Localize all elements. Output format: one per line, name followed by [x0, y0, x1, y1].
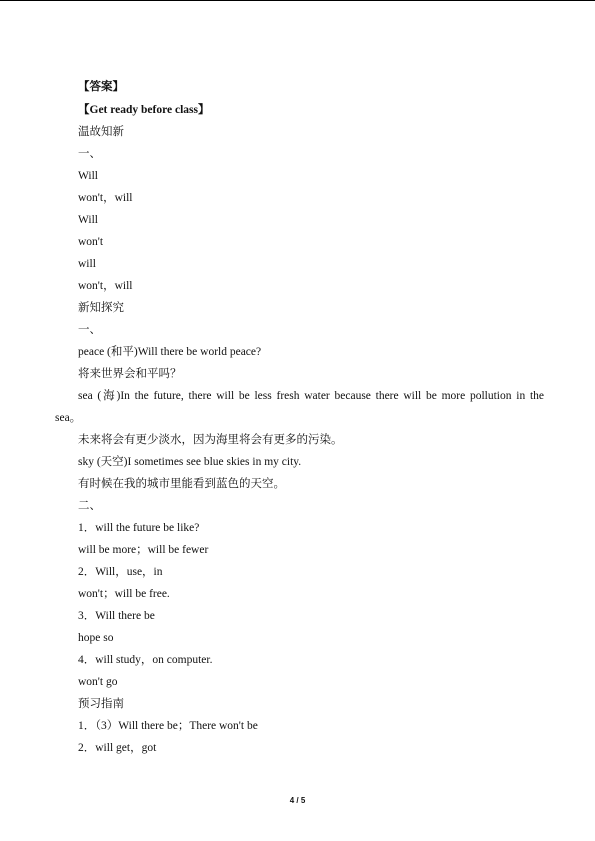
text-line: 3．Will there be: [78, 610, 155, 622]
header-rule: [0, 0, 595, 1]
text-line: 4．will study，on computer.: [78, 654, 213, 666]
text-line: will be more；will be fewer: [78, 544, 209, 556]
text-line: 温故知新: [78, 126, 124, 138]
text-line: 二、: [78, 500, 101, 512]
text-line: Will: [78, 214, 98, 226]
text-line: Will: [78, 170, 98, 182]
text-line: hope so: [78, 632, 114, 644]
text-line: won't，will: [78, 280, 133, 292]
page-number: 4 / 5: [289, 796, 306, 805]
text-line: 未来将会有更少淡水，因为海里将会有更多的污染。: [78, 434, 343, 446]
text-line: 有时候在我的城市里能看到蓝色的天空。: [78, 478, 285, 490]
text-line: 一、: [78, 324, 101, 336]
text-line: 预习指南: [78, 698, 124, 710]
text-line: 新知探究: [78, 302, 124, 314]
text-line: will: [78, 258, 96, 270]
text-line: 将来世界会和平吗？: [78, 368, 182, 380]
text-line: sea (海)In the future, there will be less fresh water because there will be more pollution in the: [78, 390, 544, 402]
text-line-continuation: sea。: [55, 412, 82, 424]
text-line: won't: [78, 236, 104, 248]
text-line: 2．will get，got: [78, 742, 157, 754]
text-line: sky (天空)I sometimes see blue skies in my city.: [78, 456, 302, 468]
text-line: won't；will be free.: [78, 588, 170, 600]
text-line: won't go: [78, 676, 118, 688]
text-line: 1．will the future be like?: [78, 522, 200, 534]
text-line: 1．（3）Will there be；There won't be: [78, 720, 258, 732]
section-heading: 【Get ready before class】: [78, 104, 210, 116]
text-line: peace (和平)Will there be world peace?: [78, 346, 262, 358]
answer-heading: 【答案】: [78, 81, 124, 93]
text-line: 一、: [78, 148, 101, 160]
text-line: 2．Will，use，in: [78, 566, 163, 578]
text-line: won't，will: [78, 192, 133, 204]
